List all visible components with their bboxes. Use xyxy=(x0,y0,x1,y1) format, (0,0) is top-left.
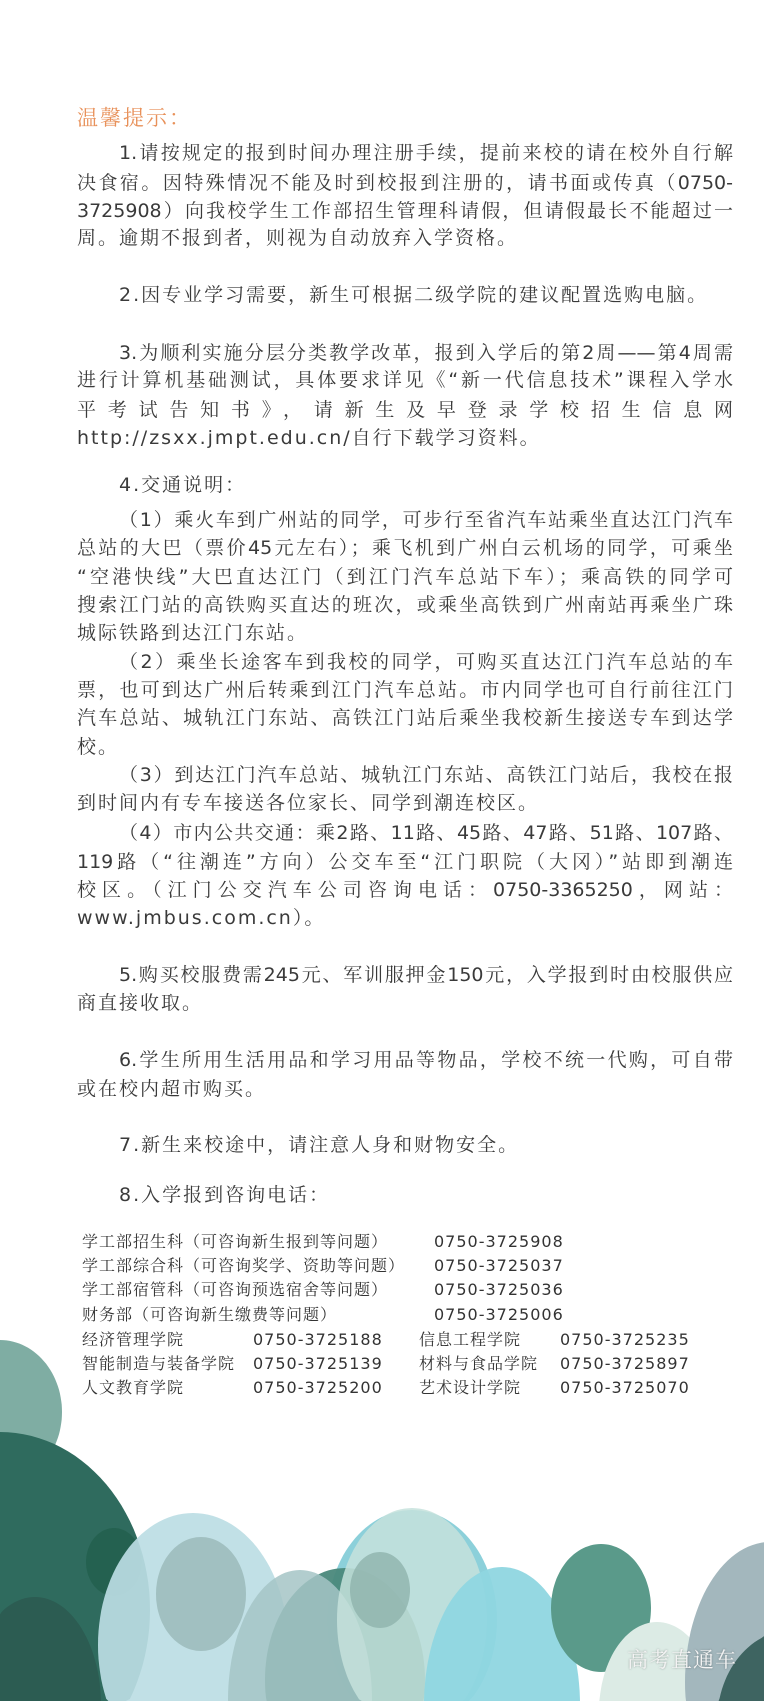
department-name: 学工部招生科（可咨询新生报到等问题） xyxy=(82,1232,389,1251)
tip-11-line: 7.新生来校途中，请注意人身和财物安全。 xyxy=(119,1134,520,1156)
department-phone: 0750-3725036 xyxy=(434,1280,564,1299)
college-name: 艺术设计学院 xyxy=(419,1378,522,1397)
tip-10-line: 6.学生所用生活用品和学习用品等物品，学校不统一代购，可自带 xyxy=(119,1049,733,1071)
department-name: 学工部综合科（可咨询奖学、资助等问题） xyxy=(82,1256,406,1275)
college-phone: 0750-3725200 xyxy=(253,1378,383,1397)
tip-9-line: 商直接收取。 xyxy=(77,992,204,1014)
tip-1-line: 周。逾期不报到者，则视为自动放弃入学资格。 xyxy=(77,227,519,249)
decorative-bubble xyxy=(156,1537,246,1651)
department-name: 学工部宿管科（可咨询预选宿舍等问题） xyxy=(82,1280,389,1299)
tip-8-line: 119路（“往潮连”方向）公交车至“江门职院（大冈）”站即到潮连 xyxy=(77,851,733,873)
tip-1-line: 3725908）向我校学生工作部招生管理科请假，但请假最长不能超过一 xyxy=(77,200,733,222)
tip-6-line: 票，也可到达广州后转乘到江门汽车总站。市内同学也可自行前往江门 xyxy=(77,679,733,701)
college-phone: 0750-3725070 xyxy=(560,1378,690,1397)
tip-3-line: 平考试告知书》，请新生及早登录学校招生信息网 xyxy=(77,399,733,421)
college-name: 智能制造与装备学院 xyxy=(82,1354,236,1373)
college-phone: 0750-3725235 xyxy=(560,1330,690,1349)
tip-8-line: www.jmbus.com.cn）。 xyxy=(77,907,326,929)
tip-8-line: （4）市内公共交通：乘2路、11路、45路、47路、51路、107路、 xyxy=(119,822,733,844)
tip-5-line: “空港快线”大巴直达江门（到江门汽车总站下车）；乘高铁的同学可 xyxy=(77,566,733,588)
tips-title: 温馨提示： xyxy=(77,106,192,130)
tip-6-line: 汽车总站、城轨江门东站、高铁江门站后乘坐我校新生接送专车到达学 xyxy=(77,707,733,729)
tip-1-line: 决食宿。因特殊情况不能及时到校报到注册的，请书面或传真（0750- xyxy=(77,172,733,194)
tip-3-line: 3.为顺利实施分层分类教学改革，报到入学后的第2周——第4周需 xyxy=(119,342,733,364)
tip-10-line: 或在校内超市购买。 xyxy=(77,1078,267,1100)
college-name: 材料与食品学院 xyxy=(419,1354,539,1373)
tip-5-line: 总站的大巴（票价45元左右）；乘飞机到广州白云机场的同学，可乘坐 xyxy=(77,537,733,559)
tip-1-line: 1.请按规定的报到时间办理注册手续，提前来校的请在校外自行解 xyxy=(119,142,733,164)
tip-6-line: （2）乘坐长途客车到我校的同学，可购买直达江门汽车总站的车 xyxy=(119,651,733,673)
tip-6-line: 校。 xyxy=(77,736,120,758)
department-phone: 0750-3725037 xyxy=(434,1256,564,1275)
department-name: 财务部（可咨询新生缴费等问题） xyxy=(82,1305,338,1324)
college-phone: 0750-3725188 xyxy=(253,1330,383,1349)
department-phone: 0750-3725006 xyxy=(434,1305,564,1324)
tip-3-line: 进行计算机基础测试，具体要求详见《“新一代信息技术”课程入学水 xyxy=(77,369,733,391)
college-phone: 0750-3725897 xyxy=(560,1354,690,1373)
tip-3-line: http://zsxx.jmpt.edu.cn/自行下载学习资料。 xyxy=(77,427,541,449)
watermark-logo-text: 高考直通车 xyxy=(627,1648,737,1672)
decorative-bubble xyxy=(350,1552,410,1628)
tip-8-line: 校区。（江门公交汽车公司咨询电话：0750-3365250，网站： xyxy=(77,879,733,901)
tip-7-line: 到时间内有专车接送各位家长、同学到潮连校区。 xyxy=(77,792,540,814)
tip-5-line: （1）乘火车到广州站的同学，可步行至省汽车站乘坐直达江门汽车 xyxy=(119,509,733,531)
college-name: 人文教育学院 xyxy=(82,1378,185,1397)
department-phone: 0750-3725908 xyxy=(434,1232,564,1251)
college-phone: 0750-3725139 xyxy=(253,1354,383,1373)
tip-5-line: 搜索江门站的高铁购买直达的班次，或乘坐高铁到广州南站再乘坐广珠 xyxy=(77,594,733,616)
tip-5-line: 城际铁路到达江门东站。 xyxy=(77,622,309,644)
college-name: 信息工程学院 xyxy=(419,1330,522,1349)
tip-12-line: 8.入学报到咨询电话： xyxy=(119,1184,331,1206)
tip-9-line: 5.购买校服费需245元、军训服押金150元，入学报到时由校服供应 xyxy=(119,964,733,986)
tip-7-line: （3）到达江门汽车总站、城轨江门东站、高铁江门站后，我校在报 xyxy=(119,764,733,786)
college-name: 经济管理学院 xyxy=(82,1330,185,1349)
tip-2-line: 2.因专业学习需要，新生可根据二级学院的建议配置选购电脑。 xyxy=(119,284,709,306)
tip-4-line: 4.交通说明： xyxy=(119,474,247,496)
